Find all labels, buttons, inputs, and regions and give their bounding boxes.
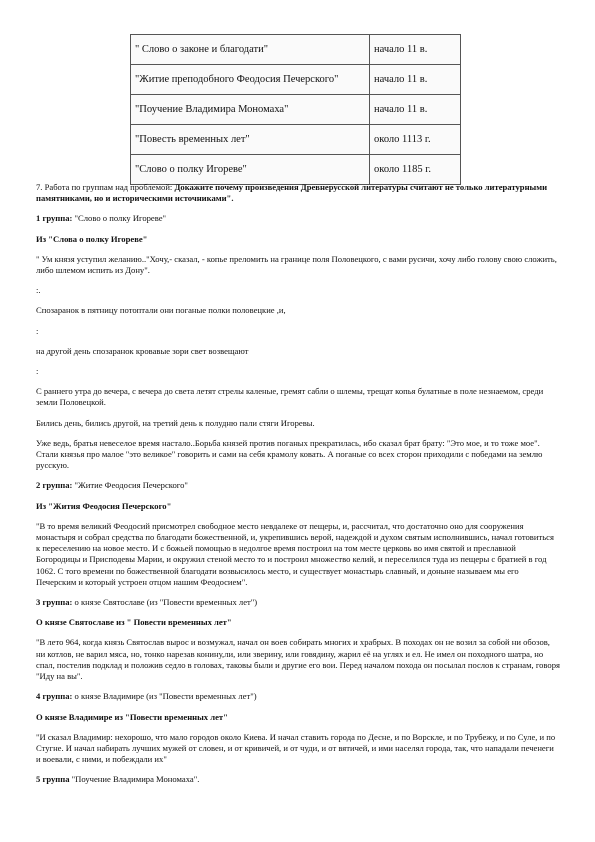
group3-heading-text: О князе Святославе из " Повести временных лет" bbox=[36, 617, 232, 628]
work-title-cell: "Повесть временных лет" bbox=[131, 125, 370, 155]
group2-title bbox=[36, 480, 560, 491]
group3-paragraph-1: "В лето 964, когда князь Святослав вырос и возмужал, начал он воев собирать многих и храбрых. В походах он не возил за собой ни обозов, ни котлов, не варил мяса, но, тонко нарезав конину,ли, или зверину, или говядину, жарил её на углях и ел. Не имел он походного шатра, но спал, постелив подклад и положив седло в головах, таковы были и другие его вои. Перед началом похода он посылал послов к странам, говоря "Иду на вы". bbox=[36, 637, 560, 682]
group5-label: 5 группа bbox=[36, 774, 72, 785]
work-date-cell: начало 11 в. bbox=[370, 95, 461, 125]
group4-title bbox=[36, 691, 560, 702]
work-date-cell: около 1185 г. bbox=[370, 155, 461, 185]
work-title-cell: "Житие преподобного Феодосия Печерского" bbox=[131, 65, 370, 95]
group4-heading-text: О князе Владимире из "Повести временных лет" bbox=[36, 711, 228, 722]
group4-work: о князе Владимире (из "Повести временных лет") bbox=[74, 691, 257, 702]
works-table bbox=[130, 34, 461, 185]
group4-heading bbox=[36, 712, 560, 723]
table-row bbox=[131, 65, 461, 95]
table-row bbox=[131, 35, 461, 65]
group1-label: 1 группа: bbox=[36, 213, 75, 224]
group1-title bbox=[36, 213, 560, 224]
group2-heading bbox=[36, 501, 560, 512]
group1-paragraph-6: Уже ведь, братья невеселое время настало..Борьба князей против поганых прекратилась, ибо сказал брат брату: "Это мое, и то тоже мое". Стали князья про малое "это великое" говорить и сами на себя крамолу ковать. А поганые со всех сторон приходили с победами на землю русскую. bbox=[36, 437, 543, 471]
group3-work: о князе Святославе (из "Повести временных лет") bbox=[74, 597, 258, 608]
table-row bbox=[131, 155, 461, 185]
work-title-cell: " Слово о законе и благодати" bbox=[131, 35, 370, 65]
group5-title bbox=[36, 774, 560, 785]
group2-heading-text: Из "Жития Феодосия Печерского" bbox=[36, 500, 172, 511]
group1-heading bbox=[36, 234, 560, 245]
group1-work: "Слово о полку Игореве" bbox=[74, 213, 167, 224]
work-date-cell: около 1113 г. bbox=[370, 125, 461, 155]
group3-label: 3 группа: bbox=[36, 597, 75, 608]
group1-separator-1: :. bbox=[36, 285, 41, 296]
group1-separator-3: : bbox=[36, 366, 39, 377]
group1-separator-2: : bbox=[36, 325, 39, 336]
group2-work: "Житие Феодосия Печерского" bbox=[74, 480, 188, 491]
group4-label: 4 группа: bbox=[36, 691, 75, 702]
table-row bbox=[131, 125, 461, 155]
task-question: Докажите почему произведения Древнерусской литературы считают не только литературными памятниками, но и историческими источниками". bbox=[36, 182, 548, 204]
document-body bbox=[36, 182, 560, 786]
task-paragraph bbox=[36, 182, 560, 204]
group1-paragraph-4: С раннего утра до вечера, с вечера до света летят стрелы каленые, гремят сабли о шлемы, трещат копья булатные в поле незнаемом, среди земли Половецкой. bbox=[36, 386, 544, 408]
group2-paragraph-1: "В то время великий Феодосий присмотрел свободное место невдалеке от пещеры, и, рассчитал, что достаточно оно для сооружения монастыря и собрал средства по благодати божественной, и, укрепившись верой, надеждой и духом святым исполнившись, начал готовиться к переселению на новое место. И с божьей помощью в недолгое время построил на том месте церковь во имя святой и преславной Богородицы и Присподевы Марии, и окружил стеной место то и построил множество келий, и переселился туда из пещеры с братией в год 1062. С того времени по божественной благодати возвысилось место, и существует монастырь славный, и доныне называем мы его Печерским и который устроен отцом нашим Феодосием". bbox=[36, 520, 554, 587]
group2-label: 2 группа: bbox=[36, 480, 75, 491]
group1-paragraph-2: Спозаранок в пятницу потоптали они поганые полки половецкие ,и, bbox=[36, 305, 286, 316]
group3-title bbox=[36, 597, 560, 608]
work-title-cell: "Поучение Владимира Мономаха" bbox=[131, 95, 370, 125]
work-title-cell: "Слово о полку Игореве" bbox=[131, 155, 370, 185]
group4-paragraph-1: "И сказал Владимир: нехорошо, что мало городов около Киева. И начал ставить города по Десне, и по Ворскле, и по Трубежу, и по Суле, и по Стугне. И начал набирать лучших мужей от словен, и от кривичей, и от чуди, и от вятичей, и ими населял города, так, что нападали печенеги и воевали, с ними, и побеждали их" bbox=[36, 731, 556, 765]
work-date-cell: начало 11 в. bbox=[370, 65, 461, 95]
group5-work: "Поучение Владимира Мономаха". bbox=[71, 774, 200, 785]
works-table-body bbox=[131, 35, 461, 185]
task-prefix: 7. Работа по группам над проблемой: bbox=[36, 182, 175, 192]
group1-paragraph-3: на другой день спозаранок кровавые зори свет возвещают bbox=[36, 345, 249, 356]
group1-heading-text: Из "Слова о полку Игореве" bbox=[36, 233, 148, 244]
group3-heading bbox=[36, 617, 560, 628]
work-date-cell: начало 11 в. bbox=[370, 35, 461, 65]
group1-paragraph-5: Бились день, бились другой, на третий день к полудню пали стяги Игоревы. bbox=[36, 417, 315, 428]
group1-paragraph-1: " Ум князя уступил желанию.."Хочу,- сказал, - копье преломить на границе поля Половецкого, с вами русичи, хочу либо голову свою сложить, либо шлемом испить из Дону". bbox=[36, 253, 557, 276]
table-row bbox=[131, 95, 461, 125]
